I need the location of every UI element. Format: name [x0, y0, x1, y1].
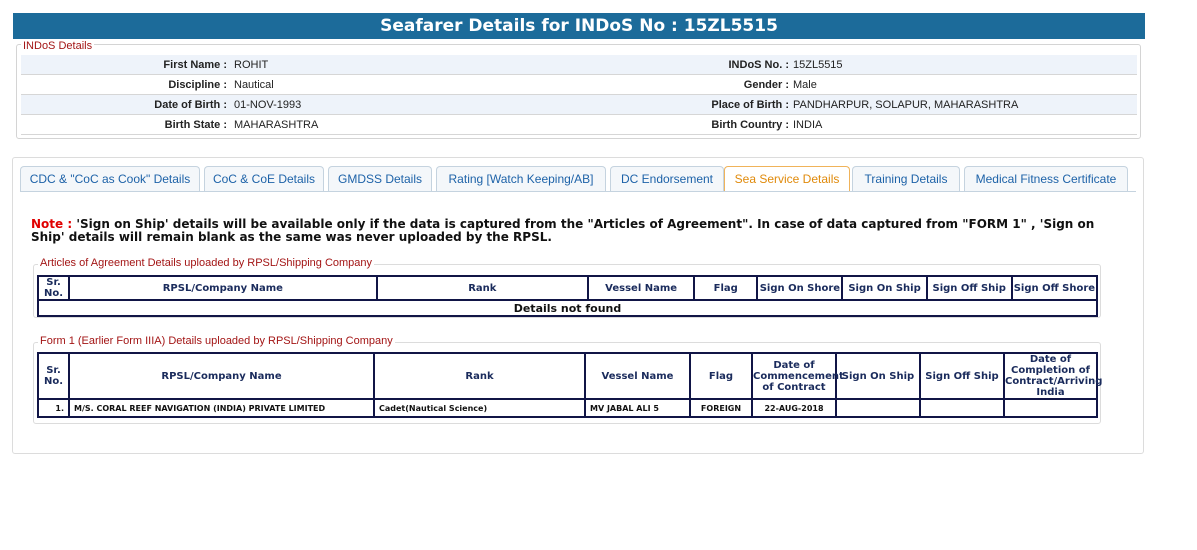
- col-header: Sr. No.: [38, 276, 69, 300]
- form1-section: [33, 335, 1103, 424]
- indos-details-legend: INDoS Details: [23, 40, 93, 52]
- sign-on-ship-cell: [836, 399, 920, 417]
- col-header: Rank: [377, 276, 588, 300]
- col-header: Date of Commencement of Contract: [752, 353, 836, 399]
- detail-row: [21, 55, 1137, 75]
- articles-table: [37, 275, 1098, 317]
- note-text: 'Sign on Ship' details will be available only if the data is captured from the "Articles of Agreement". In case of data captured from "FORM 1" , 'Sign on Ship' details will remain blank as the same was never uploaded by the RPSL.: [31, 217, 1095, 244]
- tab-gmdss-details[interactable]: GMDSS Details: [328, 166, 432, 192]
- indos-no-label: INDoS No. :: [728, 59, 789, 71]
- col-header: Sign Off Ship: [920, 353, 1004, 399]
- tab-rating-watch-keeping[interactable]: Rating [Watch Keeping/AB]: [436, 166, 606, 192]
- form1-legend: Form 1 (Earlier Form IIIA) Details uploaded by RPSL/Shipping Company: [40, 335, 393, 347]
- col-header: Flag: [694, 276, 757, 300]
- col-header: Flag: [690, 353, 752, 399]
- col-header: RPSL/Company Name: [69, 353, 374, 399]
- tab-medical-fitness-certificate[interactable]: Medical Fitness Certificate: [964, 166, 1128, 192]
- completion-date-cell: [1004, 399, 1097, 417]
- col-header: Rank: [374, 353, 585, 399]
- col-header: RPSL/Company Name: [69, 276, 377, 300]
- col-header: Vessel Name: [585, 353, 690, 399]
- gender-value: Male: [793, 79, 817, 91]
- discipline-value: Nautical: [234, 79, 274, 91]
- tab-panel: [12, 157, 1144, 454]
- table-row: [38, 399, 1097, 417]
- col-header: Vessel Name: [588, 276, 694, 300]
- commencement-date-cell: 22-AUG-2018: [752, 399, 836, 417]
- detail-row: [21, 95, 1137, 115]
- tab-coc-coe-details[interactable]: CoC & CoE Details: [204, 166, 324, 192]
- dob-value: 01-NOV-1993: [234, 99, 302, 111]
- table-row: [38, 300, 1097, 316]
- tab-divider: [20, 191, 1136, 192]
- birth-state-value: MAHARASHTRA: [234, 119, 319, 131]
- form1-table: [37, 352, 1103, 418]
- dob-label: Date of Birth :: [154, 99, 227, 111]
- vessel-name-cell: MV JABAL ALI 5: [585, 399, 690, 417]
- discipline-label: Discipline :: [168, 79, 227, 91]
- table-header-row: [38, 353, 1097, 399]
- sign-off-ship-cell: [920, 399, 1004, 417]
- sr-no-cell: 1.: [38, 399, 69, 417]
- detail-row: [21, 75, 1137, 95]
- page-title: Seafarer Details for INDoS No : 15ZL5515: [13, 13, 1145, 39]
- note-label: Note :: [31, 217, 73, 231]
- sea-service-note: [31, 218, 1101, 244]
- first-name-value: ROHIT: [234, 59, 269, 71]
- birth-country-label: Birth Country :: [711, 119, 789, 131]
- tab-dc-endorsement[interactable]: DC Endorsement: [610, 166, 724, 192]
- table-header-row: [38, 276, 1097, 300]
- gender-label: Gender :: [743, 79, 789, 91]
- birth-state-label: Birth State :: [164, 119, 227, 131]
- detail-row: [21, 115, 1137, 135]
- indos-details-panel: [16, 40, 1141, 139]
- flag-cell: FOREIGN: [690, 399, 752, 417]
- tab-sea-service-details[interactable]: Sea Service Details: [724, 166, 850, 192]
- col-header: Sign On Ship: [842, 276, 926, 300]
- col-header: Sign On Shore: [757, 276, 842, 300]
- details-not-found-message: Details not found: [38, 300, 1097, 316]
- tab-cdc-details[interactable]: CDC & "CoC as Cook" Details: [20, 166, 200, 192]
- company-name-cell: M/S. CORAL REEF NAVIGATION (INDIA) PRIVATE LIMITED: [69, 399, 374, 417]
- col-header: Date of Completion of Contract/Arriving India: [1005, 354, 1103, 398]
- place-of-birth-label: Place of Birth :: [711, 99, 789, 111]
- col-header: Sign On Ship: [836, 353, 920, 399]
- birth-country-value: INDIA: [793, 119, 823, 131]
- col-header: Sr. No.: [38, 353, 69, 399]
- tab-training-details[interactable]: Training Details: [852, 166, 960, 192]
- col-header: Sign Off Shore: [1012, 276, 1097, 300]
- col-header: Sign Off Ship: [927, 276, 1012, 300]
- articles-of-agreement-section: [33, 257, 1101, 318]
- indos-no-value: 15ZL5515: [793, 59, 843, 71]
- rank-cell: Cadet(Nautical Science): [374, 399, 585, 417]
- first-name-label: First Name :: [163, 59, 227, 71]
- articles-legend: Articles of Agreement Details uploaded by RPSL/Shipping Company: [40, 257, 373, 269]
- place-of-birth-value: PANDHARPUR, SOLAPUR, MAHARASHTRA: [793, 99, 1019, 111]
